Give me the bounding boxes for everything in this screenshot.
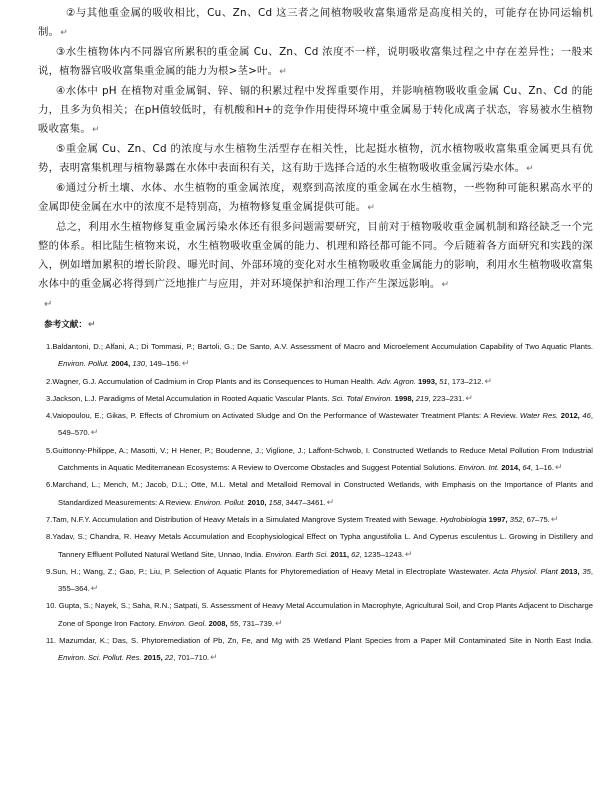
paragraph-mark-icon: ↵ (275, 617, 283, 628)
reference-a: Jackson, L.J. Paradigms of Metal Accumulation in Rooted Aquatic Vascular Plants. (52, 393, 332, 403)
reference-a: Baldantoni, D.; Alfani, A.; Di Tommasi, P.; Bartoli, G.; De Santo, A.V. Assessment of Macro and Microelement Accumulation Capability of Two Aquatic Plants. (52, 342, 593, 351)
reference-c: , 173–212. (447, 376, 484, 386)
reference-v: 62 (351, 549, 360, 559)
reference-pre: 7. (46, 514, 53, 524)
paragraph-mark-icon: ↵ (465, 392, 473, 403)
reference-pre: 8. (46, 532, 53, 542)
reference-pre: 5. (46, 445, 53, 455)
reference-v: 35 (582, 566, 591, 576)
reference-pre: 11. (46, 636, 60, 646)
paragraph-mark-icon: ↵ (526, 164, 534, 174)
reference-j: Environ. Geol. (158, 618, 207, 628)
reference-b: 2008, (206, 618, 230, 628)
reference-c: , 149–156. (144, 359, 181, 369)
reference-item (0, 528, 607, 563)
reference-a: Yadav, S.; Chandra, R. Heavy Metals Accumulation and Ecophysiological Effect on Typha angustifolia L. And Cyperus esculentus L. Growing in Distillery and Tannery Effluent Polluted Natural Wetland Site, Unnao, India. (52, 532, 593, 559)
reference-c: , 1–16. (530, 463, 555, 473)
empty-line (0, 295, 607, 314)
reference-b: 1998, (392, 393, 416, 403)
reference-b: 2011, (328, 549, 352, 559)
reference-a: Tam, N.F.Y. Accumulation and Distribution of Heavy Metals in a Simulated Mangrove System Treated with Sewage. (52, 514, 441, 524)
reference-item (0, 442, 607, 477)
reference-v: 51 (439, 376, 448, 386)
reference-a: Sun, H.; Wang, Z.; Gao, P.; Liu, P. Selection of Aquatic Plants for Phytoremediation of Heavy Metal in Electroplate Wastewater. (52, 566, 494, 576)
paragraph-2: ②与其他重金属的吸收相比，Cu、Zn、Cd 这三者之间植物吸收富集通常是高度相关的，可能存在协同运输机制。↵ (38, 7, 593, 38)
paragraph-mark-icon: ↵ (326, 496, 335, 507)
reference-c: , 355–364. (58, 566, 593, 594)
references-list (0, 338, 607, 667)
reference-c: , 223–231. (428, 393, 465, 403)
reference-b: 2012, (558, 411, 583, 421)
reference-item (0, 390, 607, 407)
reference-b: 2013, (557, 566, 583, 576)
reference-j: Environ. Pollut. (58, 359, 110, 369)
paragraph-6: ⑥通过分析土壤、水体、水生植物的重金属浓度，观察到高浓度的重金属在水生植物，一些物种可能积累高水平的金属即使金属在水中的浓度不是特别高，为植物修复重金属提供可能。↵ (38, 182, 593, 213)
reference-v: 46 (582, 411, 591, 421)
reference-item (0, 338, 607, 373)
paragraph-4: ④水体中 pH 在植物对重金属铜、锌、镉的积累过程中发挥重要作用，并影响植物吸收重金属 Cu、Zn、Cd 的能力，且多为负相关；在pH值较低时，有机酸和H+的竞争作用使得环境中重金属易于转化成离子状态，容易被水生植物吸收富集。↵ (38, 85, 593, 135)
reference-c: , 3447–3461. (281, 497, 326, 507)
reference-j: Environ. Pollut. (194, 497, 246, 507)
reference-v: 22 (164, 653, 174, 663)
paragraph-mark-icon: ↵ (279, 67, 287, 77)
reference-j: Environ. Int. (458, 463, 500, 473)
reference-v: 219 (415, 393, 429, 403)
reference-c: , 1235–1243. (359, 549, 404, 559)
reference-j: Water Res. (519, 411, 559, 421)
reference-j: Hydrobiologia (440, 514, 487, 524)
references-title: 参考文献：↵ (44, 320, 96, 330)
reference-j: Environ. Earth Sci. (265, 549, 329, 559)
reference-v: 55 (229, 618, 239, 628)
reference-item (0, 476, 607, 511)
reference-pre: 9. (46, 566, 53, 576)
paragraph-mark-icon: ↵ (210, 652, 218, 663)
reference-j: Acta Physiol. Plant (493, 566, 558, 576)
reference-j: Adv. Agron. (377, 376, 416, 386)
paragraph-mark-icon: ↵ (91, 125, 100, 135)
reference-b: 2004, (109, 359, 133, 369)
reference-b: 1993, (415, 376, 440, 386)
reference-v: 158 (268, 497, 282, 507)
reference-v: 352 (509, 514, 523, 524)
paragraph-mark-icon: ↵ (90, 583, 99, 594)
paragraph-3: ③水生植物体内不同器官所累积的重金属 Cu、Zn、Cd 浓度不一样，说明吸收富集过程之中存在差异性；一般来说，植物器官吸收富集重金属的能力为根>茎>叶。↵ (38, 46, 593, 77)
reference-b: 2010, (245, 497, 269, 507)
paragraph-mark-icon: ↵ (181, 358, 190, 369)
paragraph-mark-icon: ↵ (367, 203, 376, 213)
reference-item (0, 511, 607, 528)
reference-a: Marchand, L.; Mench, M.; Jacob, D.L.; Otte, M.L. Metal and Metalloid Removal in Constructed Wetlands, with Emphasis on the Importance of Plants and Standardized Measurements: A Review. (52, 480, 593, 507)
paragraph-mark-icon: ↵ (441, 280, 450, 290)
reference-pre: 10. (46, 601, 59, 611)
paragraph-summary: 总之，利用水生植物修复重金属污染水体还有很多问题需要研究，目前对于植物吸收重金属机制和路径缺乏一个完整的体系。相比陆生植物来说，水生植物吸收重金属的能力、机理和路径都可能不同。今后随着各方面研究和实践的深入，例如增加累积的增长阶段、曝光时间、外部环境的变化对水生植物吸收重金属能力的影响，利用水生植物吸收富集水体中的重金属必将得到广泛地推广与应用，并对环境保护和治理工作产生深远影响。↵ (38, 221, 593, 290)
reference-pre: 4. (46, 411, 53, 421)
reference-a: Mazumdar, K.; Das, S. Phytoremediation of Pb, Zn, Fe, and Mg with 25 Wetland Plant Species from a Paper Mill Contaminated Site in North East India. (59, 636, 593, 646)
reference-b: 1997, (486, 514, 510, 524)
reference-pre: 6. (46, 480, 53, 490)
reference-pre: 1. (46, 342, 53, 351)
reference-a: Gupta, S.; Nayek, S.; Saha, R.N.; Satpati, S. Assessment of Heavy Metal Accumulation in Macrophyte, Agricultural Soil, and Crop Plants Adjacent to Discharge Zone of Sponge Iron Factory. (58, 601, 593, 628)
paragraph-5: ⑤重金属 Cu、Zn、Cd 的浓度与水生植物生活型存在相关性，比起挺水植物，沉水植物吸收富集重金属更具有优势，表明富集机理与植物暴露在水体中表面积有关，这有助于选择合适的水生植物吸收重金属污染水体。↵ (38, 143, 593, 174)
reference-b: 2014, (499, 463, 523, 473)
reference-a: Guittonny-Philippe, A.; Masotti, V.; H Hener, P.; Boudenne, J.; Viglione, J.; Laffont-Schwob, I. Constructed Wetlands to Reduce Metal Pollution From Industrial Catchments in Aquatic Mediterranean Ecosystems: A Review to Overcome Obstacles and Suggest Potential Solutions. (52, 445, 593, 473)
reference-c: , 549–570. (58, 411, 593, 438)
reference-v: 64 (522, 463, 531, 473)
reference-j: Sci. Total Environ. (331, 393, 393, 403)
reference-v: 130 (132, 359, 145, 369)
reference-a: Vaiopoulou, E.; Gikas, P. Effects of Chromium on Activated Sludge and On the Performance of Wastewater Treatment Plants: A Review. (52, 411, 520, 421)
paragraph-mark-icon: ↵ (44, 299, 53, 310)
paragraph-mark-icon: ↵ (60, 28, 68, 38)
reference-pre: 2. (46, 376, 53, 386)
paragraph-mark-icon: ↵ (550, 513, 559, 524)
reference-c: , 701–710. (173, 653, 210, 663)
reference-b: 2015, (141, 653, 165, 663)
paragraph-mark-icon: ↵ (555, 462, 563, 473)
paragraph-mark-icon: ↵ (90, 427, 99, 438)
reference-item (0, 632, 607, 667)
paragraph-mark-icon: ↵ (87, 320, 96, 330)
reference-pre: 3. (46, 393, 53, 403)
reference-a: Wagner, G.J. Accumulation of Cadmium in Crop Plants and its Consequences to Human Health. (52, 376, 378, 386)
reference-j: Environ. Sci. Pollut. Res. (58, 653, 142, 663)
reference-item (0, 373, 607, 390)
reference-c: , 67–75. (522, 514, 550, 524)
reference-item (0, 563, 607, 598)
reference-c: , 731–739. (238, 618, 275, 628)
paragraph-mark-icon: ↵ (484, 375, 493, 386)
reference-item (0, 597, 607, 632)
paragraph-mark-icon: ↵ (404, 548, 413, 559)
reference-item (0, 407, 607, 442)
